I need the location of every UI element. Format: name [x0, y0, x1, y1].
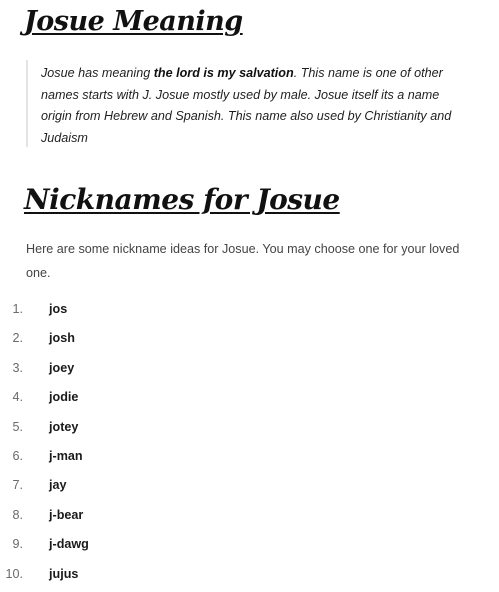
list-item — [0, 502, 480, 531]
list-item-number: 2. — [12, 331, 23, 346]
list-item-name: joey — [49, 360, 75, 375]
nicknames-heading: Nicknames for Josue — [24, 183, 340, 216]
nickname-list — [0, 296, 480, 590]
nicknames-intro: Here are some nickname ideas for Josue. You may choose one for your loved one. — [26, 242, 460, 280]
list-item-name: j-dawg — [49, 537, 89, 552]
list-item-number: 4. — [12, 390, 23, 405]
list-item-name: j-man — [49, 448, 83, 463]
list-item — [0, 531, 480, 560]
list-item — [0, 296, 480, 325]
list-item-name: j-bear — [49, 507, 84, 522]
list-item-number: 7. — [12, 478, 23, 493]
list-item — [0, 355, 480, 384]
meaning-blockquote — [26, 60, 466, 147]
list-item-number: 8. — [12, 507, 23, 522]
list-item — [0, 561, 480, 590]
list-item — [0, 472, 480, 501]
list-item-number: 5. — [12, 419, 23, 434]
list-item-number: 10. — [5, 566, 23, 581]
meaning-text-after: . This name is one of other names starts with J. Josue mostly used by male. Josue itself its a name origin from Hebrew and Spanish. This name also used by Christianity and Judaism — [41, 66, 452, 145]
list-item-number: 1. — [12, 302, 23, 316]
meaning-heading: Josue Meaning — [24, 6, 243, 37]
list-item-name: jodie — [49, 390, 79, 405]
list-item-number: 9. — [12, 537, 23, 552]
list-item — [0, 443, 480, 472]
list-item-name: jujus — [49, 566, 79, 581]
list-item-name: jay — [49, 478, 67, 493]
list-item-number: 3. — [12, 360, 23, 375]
meaning-text-bold: the lord is my salvation — [153, 66, 294, 80]
meaning-text-before: Josue has meaning — [41, 66, 154, 80]
list-item-number: 6. — [12, 448, 23, 463]
list-item-name: jotey — [49, 419, 79, 434]
list-item — [0, 384, 480, 413]
list-item-name: josh — [49, 331, 75, 346]
list-item — [0, 414, 480, 443]
list-item-name: jos — [49, 302, 68, 316]
list-item — [0, 325, 480, 354]
